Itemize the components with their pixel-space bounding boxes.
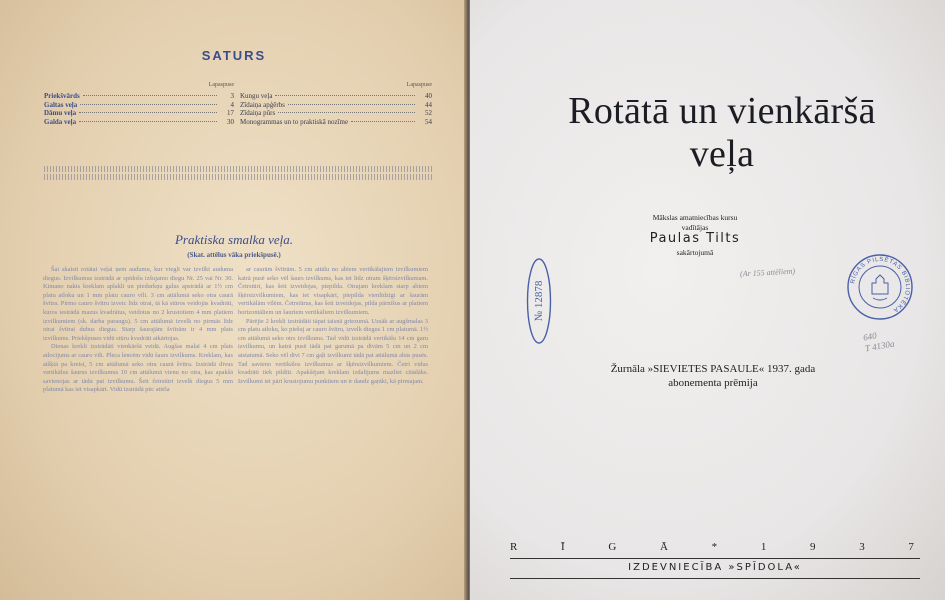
library-stamp <box>845 252 915 322</box>
article-paragraph: Dienas krekli izstrādāti vienkāršā veidā. Augšas malai 4 cm plats atlocījums ar cauro vīli. Pleca lencēm vidū šaurs izvilkums. Kreklam, kas atšķiā pa kreisi, 5 cm attālumā seko otra caurā švītra. Izstrādā divus vertikālus šaurus izvilkumus 10 cm attālumā vienu no otra, kas apakšā savienojas ar tādu pat izvilkumu. Šeit četrstūri izvelk diegus 5 mm platumā kas iet visapkārt. Vidū izstrādā pēc attēla <box>43 343 233 394</box>
book-title-line: veļa <box>689 133 755 175</box>
dedication <box>588 362 838 390</box>
library-stamp-text: RĪGAS PILSĒTAS BIBLIOTĒKA <box>850 256 911 314</box>
inventory-number: 12878 <box>532 280 545 309</box>
book-title <box>512 90 932 176</box>
right-page <box>470 0 945 600</box>
contents-column-left <box>44 82 234 126</box>
contents-title: SATURS <box>201 48 267 63</box>
decorative-rule <box>44 166 432 172</box>
svg-text:№ 12878: № 12878 <box>532 280 545 322</box>
city-year-line <box>510 541 915 553</box>
city-letter: R <box>510 541 519 553</box>
city-letter: Ā <box>660 541 669 553</box>
year-digit: 3 <box>859 541 866 553</box>
publisher: IZDEVNIECĪBA »SPĪDOLA« <box>628 562 802 573</box>
toc-entry: Monogrammas un to praktiskā nozīme 54 <box>240 117 432 126</box>
city-letter: Ī <box>561 541 566 553</box>
year-digit: 9 <box>810 541 817 553</box>
article-paragraph: Pārējie 2 krekli izstrādāti tāpat taisnā griezumā. Uzsāk ar augšmalas 3 cm platu atloku, ko piešuj ar cauro švītru, izvelk diegus 1 cm platumā. 1½ cm attālumā seko otrs izvilkums. Tad vidū izstrādā vertikālu 14 cm garu izvilkumu, un katrā pusē tādā pat garumā pa divām 5 cm un 2 cm atstatumā. Seko vēl divi 7 cm gaļi izvilkumi tādā pat attālumā abās pusēs. Tad savieno vertikālos izvilkumus ar šķērsizvilkumiem. Četri vidus kvadrāti tiek pildīti. Apakšējam kreklam izdalījums mazliet citādāks. Izvilkumi iet pāri krustojumu punktiem un ir dandz gaŗāki, kā pirmajam. <box>238 317 428 385</box>
inventory-stamp <box>526 257 552 345</box>
course-label <box>620 213 770 232</box>
year-digit: 7 <box>908 541 915 553</box>
article-paragraph: Šai skaisti rotātai veļai ņem audumu, kur viegli var izvilkt auduma diegus. Izvilkumus izstrādā ar spīdošu izšujamo diegu Nr. 25 vai Nr. 30. Kimano nakts kreklam aplakli un piedurkņu galus apstrādā ar 1½ cm platu atloku un 1 mm platu cauro vīli. 3 cm attālumā seko otra caurā švītra. Pirmo cauro švītru izveic līdz otrai, tā kā stūros veidojās kvadrāti, kuros iestrādā mazus kvadrātus, veidotus no 2 krustotiem 4 mm platiem izvilkumiem (sk. darba paraugu). 5 cm attālumā izvelk no pirmās līdz otrai švītrai dubus diegus. Starp šaurajām švītrām ir 4 mm plats izvilkums. Priekšpuses vidū stūru kvadrāti atkārtojas. <box>43 266 233 342</box>
pencil-annotation: (Ar 155 attēliem) <box>739 266 796 279</box>
article-subtitle: (Skat. attēlus vāka priekšpusē.) <box>187 251 281 259</box>
left-page <box>0 0 468 600</box>
toc-entry: Galtas veļa 4 <box>44 100 234 109</box>
contents-page-heading: Lapaspuse <box>208 82 234 88</box>
star-separator: * <box>711 541 719 553</box>
pencil-call-number-line: 640 <box>862 330 878 343</box>
toc-entry: Priekšvārds 3 <box>44 92 234 100</box>
contents-page-heading: Lapaspuse <box>406 82 432 88</box>
course-label-line: Mākslas amatniecības kursu <box>652 213 738 222</box>
toc-entry: Zīdaiņa apģērbs 44 <box>240 100 432 109</box>
pencil-call-number <box>862 328 895 355</box>
article-column-left <box>43 266 233 395</box>
toc-entry: Galda veļa 30 <box>44 117 234 126</box>
dedication-line: Žurnāla »SIEVIETES PASAULE« 1937. gada <box>610 363 816 375</box>
article-title: Praktiska smalka veļa. <box>174 232 294 247</box>
city-letter: G <box>608 541 618 553</box>
toc-entry: Zīdaiņa pūrs 52 <box>240 109 432 117</box>
year-digit: 1 <box>760 541 768 553</box>
divider-line <box>510 558 920 559</box>
article-paragraph: ar caurām švītrām. 5 cm attālu no abiem vertikālajiem izvilkumiem katrā pusē seko vēl šaurs izvilkums, kas iet līdz otram šķērsizvilkumam. Četrstūri, kas šeit izveidojas, piepilda. Otrajam kreklam starp abiem šķērsizvilkumiem, kas iet visapkārt, piepilda vienlīdzīgi ar šaurām vertikālām vīlēm. Četrstūrus, kas šeit izveidojas, pilda pārnīšus ar platiem horizontāliem un šauriem vertikāliem izvilkumiem. <box>238 266 428 316</box>
article-column-right <box>238 266 428 386</box>
divider-line <box>510 578 920 579</box>
author-name: Paulas Tilts <box>649 231 741 246</box>
author-role: sakārtojumā <box>676 248 714 257</box>
decorative-rule <box>44 174 432 180</box>
book-title-line: Rotātā un vienkāršā <box>568 90 876 132</box>
dedication-line: abonementa prēmija <box>668 377 758 389</box>
toc-entry: Dāmu veļa 17 <box>44 109 234 117</box>
contents-column-right <box>240 82 432 126</box>
toc-entry: Kungu veļa 40 <box>240 92 432 100</box>
pencil-call-number-line: T 4130a <box>864 338 896 354</box>
course-label-line: vadītājas <box>681 222 709 232</box>
